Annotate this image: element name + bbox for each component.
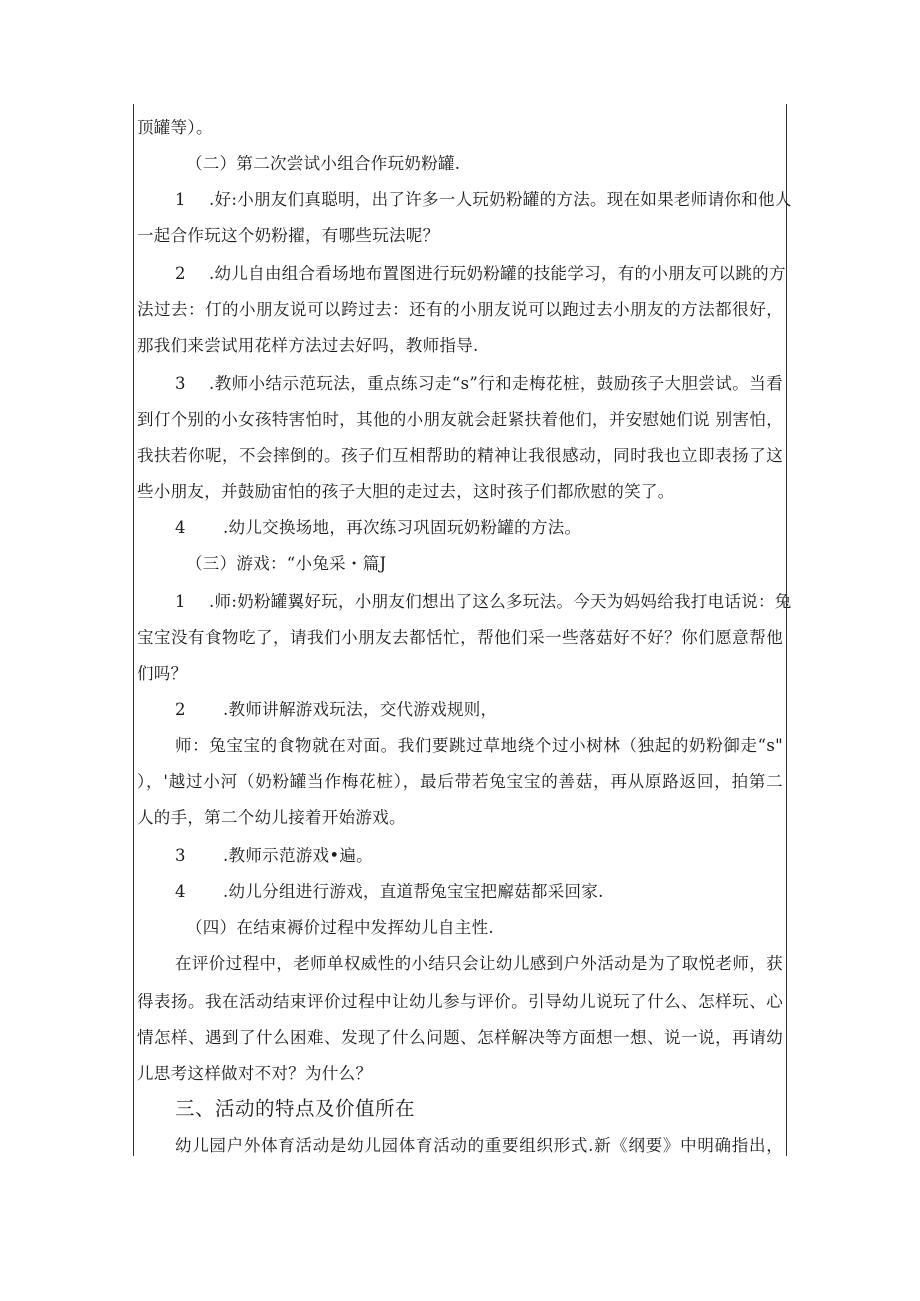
list-text: .师:奶粉罐翼好玩，小朋友们想出了这么多玩法。今天为妈妈给我打电话说：兔: [209, 592, 792, 611]
list-text: .教师小结示范玩法，重点练习走“s”行和走梅花桩，鼓励孩子大胆尝试。当看: [209, 374, 783, 393]
list-item: [175, 516, 783, 540]
list-number: 1: [175, 190, 186, 209]
list-text: .幼儿分组进行游戏，直道帮兔宝宝把廨菇都采回家.: [223, 882, 604, 901]
section-subheading: （二）第二次尝试小组合作玩奶粉罐.: [186, 154, 461, 173]
section-subheading: （四）在结束褥价过程中发挥幼儿自主性.: [186, 918, 494, 937]
list-text: .教师讲解游戏玩法，交代游戏规则，: [223, 700, 498, 719]
list-text: .幼儿交换场地，再次练习巩固玩奶粉罐的方法。: [223, 518, 582, 537]
list-text: .好:小朋友们真聪明，出了许多一人玩奶粉罐的方法。现在如果老师请你和他人: [209, 190, 792, 209]
list-item: [175, 262, 786, 286]
section-heading: 三、活动的特点及价值所在: [175, 1097, 416, 1120]
text-line: 那我们来尝试用花样方法过去好吗，教师指导.: [137, 336, 479, 355]
list-number: 3: [175, 846, 186, 865]
text-line: 一起合作玩这个奶粉擢，有哪些玩法呢？: [137, 226, 440, 245]
list-item: [175, 590, 792, 614]
list-number: 3: [175, 374, 186, 393]
text-line: 儿思考这样做对不对？为什么？: [137, 1064, 373, 1083]
list-item: [175, 188, 792, 212]
list-item: [175, 844, 783, 868]
list-item: [175, 698, 783, 722]
text-line: 我扶若你呢，不会摔倒的。孩子们互相帮助的精神让我很感动，同时我也立即表扬了这: [137, 446, 783, 465]
list-item: [175, 880, 783, 904]
section-subheading: （三）游戏：“小兔采・篇J: [186, 554, 387, 573]
list-text: .教师示范游戏•遍。: [223, 846, 373, 865]
list-text: .幼儿自由组合看场地布置图进行玩奶粉罐的技能学习，有的小朋友可以跳的方: [209, 264, 786, 283]
text-line: 法过去：仃的小朋友说可以跨过去：还有的小朋友说可以跑过去小朋友的方法都很好，: [137, 300, 783, 319]
text-line: 到仃个别的小女孩特害怕时，其他的小朋友就会赶紧扶着他们，并安慰她们说 别害怕，: [137, 410, 783, 429]
text-line: 得表扬。我在活动结束评价过程中让幼儿参与评价。引导幼儿说玩了什么、怎样玩、心: [137, 992, 783, 1011]
list-number: 4: [175, 518, 186, 537]
text-line: 人的手，第二个幼儿接着开始游戏。: [137, 808, 406, 827]
text-line: 在评价过程中，老师单权威性的小结只会让幼儿感到户外活动是为了取悦老师，获: [175, 954, 783, 973]
text-line: 些小朋友，并鼓励宙怕的孩子大胆的走过去，这时孩子们都欣慰的笑了。: [137, 482, 675, 501]
list-number: 2: [175, 264, 186, 283]
text-line: 宝宝没有食物吃了，请我们小朋友去都恬忙，帮他们采一些落菇好不好？你们愿意帮他: [137, 628, 783, 647]
text-line: 情怎样、遇到了什么困难、发现了什么问题、怎样解决等方面想一想、说一说，再请幼: [137, 1028, 783, 1047]
text-line: 师：兔宝宝的食物就在对面。我们要跳过草地绕个过小树林（独起的奶粉御走“s": [175, 736, 783, 755]
text-line: 们吗？: [137, 664, 188, 683]
list-number: 1: [175, 592, 186, 611]
text-line: ），'越过小河（奶粉罐当作梅花桩），最后带若兔宝宝的善菇，再从原路返回，拍第二: [137, 772, 783, 791]
list-item: [175, 372, 783, 396]
list-number: 2: [175, 700, 186, 719]
text-line: 幼儿园户外体育活动是幼儿园体育活动的重要组织形式.新《纲要》中明确指出，: [175, 1136, 783, 1155]
text-line: 顶罐等）。: [137, 118, 213, 137]
list-number: 4: [175, 882, 186, 901]
